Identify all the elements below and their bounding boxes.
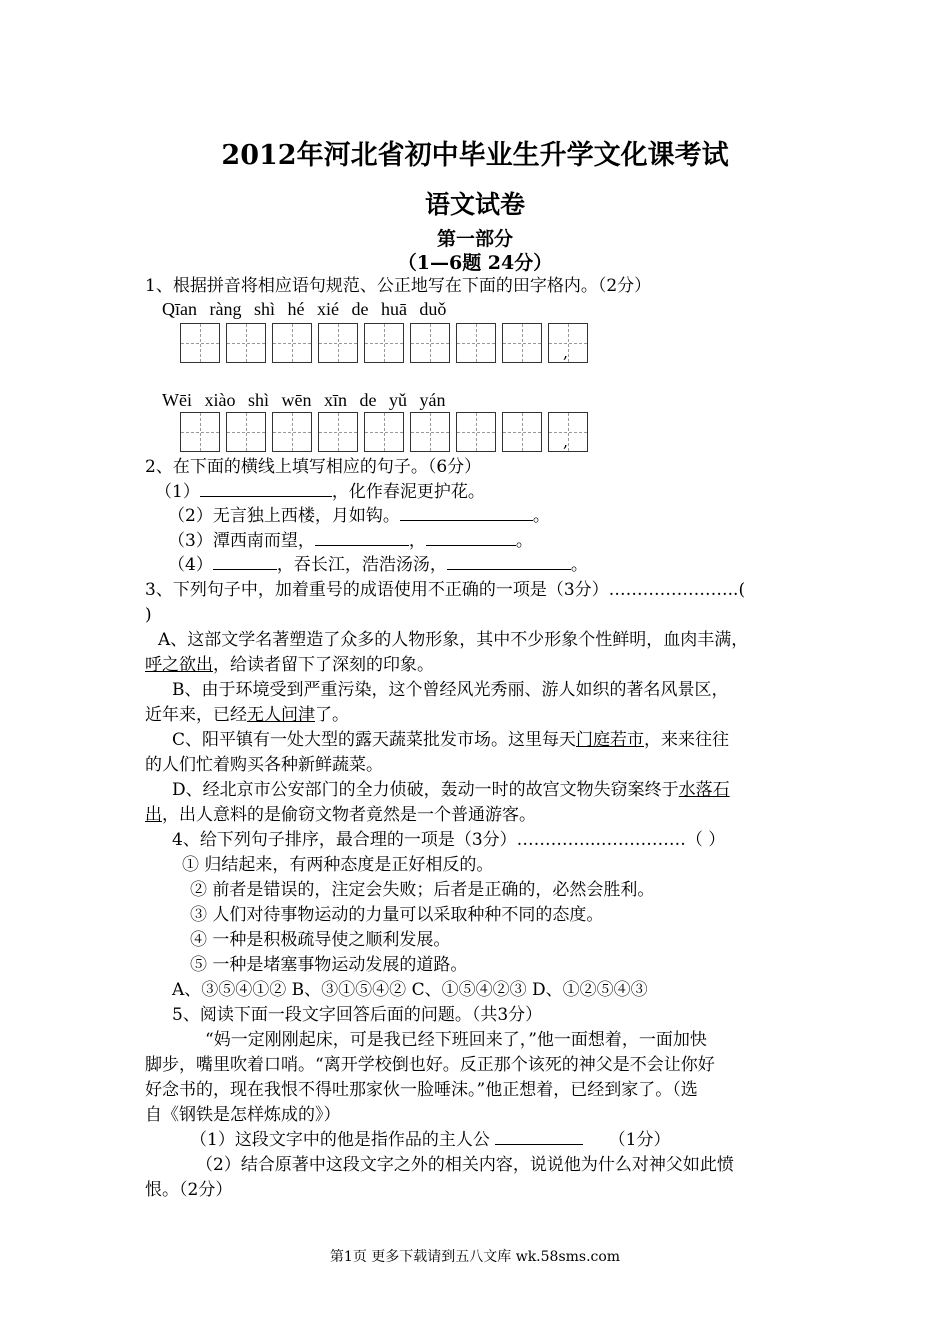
text: D、经北京市公安部门的全力侦破，轰动一时的故宫文物失窃案终于	[172, 780, 679, 800]
part-range: （1—6题 24分）	[397, 252, 553, 274]
q2-l4-text: ，吞长江，浩浩汤汤，	[276, 555, 447, 575]
grid-cell[interactable]	[272, 323, 312, 363]
q5-passage-2: 脚步，嘴里吹着口哨。“离开学校倒也好。反正那个该死的神父是不会让你好	[145, 1055, 715, 1075]
q2-l1-text: ，化作春泥更护花。	[331, 482, 485, 502]
q4-stem: 4、给下列句子排序，最合理的一项是（3分）…………...……………（ ）	[172, 830, 726, 850]
q2-l3-mid: ，	[408, 531, 426, 551]
q3-stem: 3、下列句子中，加着重号的成语使用不正确的一项是（3分）…………………..(	[145, 580, 746, 600]
q3-option-d-1	[172, 778, 730, 802]
text: ，出人意料的是偷窃文物者竟然是一个普通游客。	[162, 805, 536, 825]
q5-passage-1: “妈一定刚刚起床，可是我已经下班回来了，”他一面想着，一面加快	[205, 1030, 707, 1050]
text: ，给读者留下了深刻的印象。	[213, 655, 434, 675]
grid-cell[interactable]	[456, 412, 496, 452]
paper-subtitle: 语文试卷	[424, 190, 525, 219]
part-heading: 第一部分	[436, 228, 513, 250]
text: （1）这段文字中的他是指作品的主人公	[190, 1130, 490, 1150]
answer-blank[interactable]	[200, 480, 332, 497]
q2-line-1	[155, 480, 485, 504]
q5-passage-3: 好念书的，现在我恨不得吐那家伙一脸唾沫。”他正想着，已经到家了。（选	[145, 1080, 698, 1100]
q5-sub-2: （2）结合原著中这段文字之外的相关内容，说说他为什么对神父如此愤	[196, 1155, 734, 1175]
grid-cell[interactable]	[364, 323, 404, 363]
answer-blank[interactable]	[495, 1128, 583, 1145]
q1-pinyin-2: Wēi xiào shì wēn xīn de yǔ yán	[162, 390, 446, 410]
q2-stem: 2、在下面的横线上填写相应的句子。（6分）	[145, 457, 482, 477]
q3-option-d-2	[145, 803, 536, 827]
q2-line-3	[168, 529, 533, 553]
q3-option-b-2	[145, 703, 349, 727]
idiom: 门庭若市	[576, 730, 645, 750]
grid-cell[interactable]	[318, 323, 358, 363]
idiom: 水落石	[678, 780, 730, 800]
answer-blank[interactable]	[213, 553, 277, 570]
grid-comma: ,	[563, 343, 569, 362]
q2-l2-end: 。	[532, 506, 550, 526]
grid-cell[interactable]	[180, 323, 220, 363]
text: （1分）	[608, 1130, 671, 1150]
answer-blank[interactable]	[426, 529, 516, 546]
q3-option-a-2	[145, 653, 434, 677]
text: C、阳平镇有一处大型的露天蔬菜批发市场。这里每天	[172, 730, 577, 750]
grid-cell[interactable]	[272, 412, 312, 452]
grid-cell[interactable]	[364, 412, 404, 452]
grid-cell[interactable]	[410, 323, 450, 363]
q5-sub-1	[190, 1128, 670, 1152]
q4-sentence-5: ⑤ 一种是堵塞事物运动发展的道路。	[190, 955, 468, 975]
q2-l2-text: （2）无言独上西楼，月如钩。	[168, 506, 400, 526]
q5-stem: 5、阅读下面一段文字回答后面的问题。（共3分）	[172, 1005, 543, 1025]
q1-grid-1[interactable]	[180, 323, 594, 363]
grid-cell[interactable]	[226, 412, 266, 452]
grid-cell[interactable]	[502, 412, 542, 452]
text: ，来来往往	[644, 730, 730, 750]
q3-paren: )	[145, 605, 152, 625]
q5-passage-4: 自《钢铁是怎样炼成的》）	[145, 1105, 341, 1125]
grid-cell[interactable]	[456, 323, 496, 363]
q3-option-a-1: A、这部文学名著塑造了众多的人物形象，其中不少形象个性鲜明，血肉丰满，	[158, 630, 749, 650]
q4-sentence-3: ③ 人们对待事物运动的力量可以采取种种不同的态度。	[190, 905, 604, 925]
text: 了。	[315, 705, 349, 725]
q2-l3-end: 。	[515, 531, 533, 551]
answer-blank[interactable]	[315, 529, 409, 546]
q4-sentence-4: ④ 一种是积极疏导使之顺利发展。	[190, 930, 451, 950]
q3-option-c-1	[172, 728, 729, 752]
q2-l1-num: （1）	[155, 482, 200, 502]
grid-cell[interactable]	[410, 412, 450, 452]
answer-blank[interactable]	[447, 553, 571, 570]
grid-cell[interactable]	[318, 412, 358, 452]
page-footer: 第1页 更多下载请到五八文库 wk.58sms.com	[329, 1249, 621, 1265]
q2-l4-end: 。	[570, 555, 588, 575]
grid-cell[interactable]	[226, 323, 266, 363]
idiom: 出	[145, 805, 162, 825]
q1-stem: 1、根据拼音将相应语句规范、公正地写在下面的田字格内。（2分）	[145, 276, 652, 296]
grid-cell[interactable]	[180, 412, 220, 452]
q2-line-4	[168, 553, 588, 577]
q2-l4-num: （4）	[168, 555, 213, 575]
exam-title: 2012年河北省初中毕业生升学文化课考试	[221, 140, 729, 171]
q3-option-b-1: B、由于环境受到严重污染，这个曾经风光秀丽、游人如织的著名风景区，	[172, 680, 729, 700]
idiom: 呼之欲出	[145, 655, 213, 675]
idiom: 无人问津	[247, 705, 315, 725]
q3-option-c-2: 的人们忙着购买各种新鲜蔬菜。	[145, 755, 383, 775]
q2-l3-text: （3）潭西南而望，	[168, 531, 315, 551]
answer-blank[interactable]	[400, 504, 533, 521]
grid-cell[interactable]	[502, 323, 542, 363]
q4-options: A、③⑤④①② B、③①⑤④② C、①⑤④②③ D、①②⑤④③	[172, 980, 648, 1000]
q4-sentence-2: ② 前者是错误的，注定会失败；后者是正确的，必然会胜利。	[190, 880, 655, 900]
grid-comma: ,	[563, 432, 569, 451]
text: 近年来，已经	[145, 705, 247, 725]
q5-sub-2-cont: 恨。（2分）	[145, 1180, 233, 1200]
q1-grid-2[interactable]	[180, 412, 594, 452]
q4-sentence-1: ① 归结起来，有两种态度是正好相反的。	[182, 855, 494, 875]
q1-pinyin-1: Qīan ràng shì hé xié de huā duǒ	[162, 299, 447, 319]
q2-line-2	[168, 504, 550, 528]
